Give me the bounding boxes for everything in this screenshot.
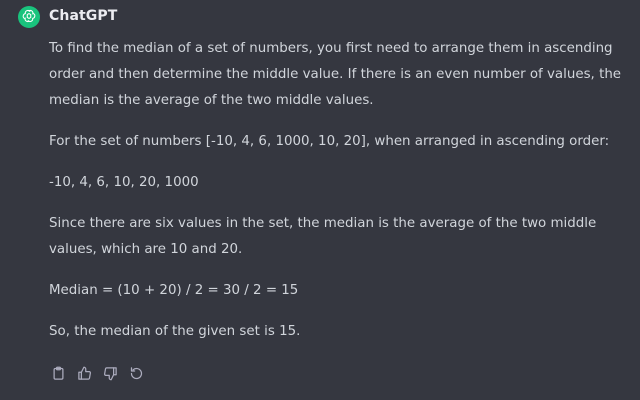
message-paragraph: Median = (10 + 20) / 2 = 30 / 2 = 15 <box>49 283 299 298</box>
copy-button[interactable] <box>49 366 67 384</box>
message-paragraph: So, the median of the given set is 15. <box>49 324 301 339</box>
regenerate-button[interactable] <box>127 366 145 384</box>
message-paragraph: For the set of numbers [-10, 4, 6, 1000, 10, 20], when arranged in ascending order: <box>49 134 610 149</box>
message-paragraph: Since there are six values in the set, the median is the average of the two middle values, which are 10 and 20. <box>49 216 597 257</box>
thumbs-down-button[interactable] <box>101 366 119 384</box>
message-actions <box>49 366 145 384</box>
thumbs-up-button[interactable] <box>75 366 93 384</box>
regenerate-icon <box>129 366 144 385</box>
message-paragraph: -10, 4, 6, 10, 20, 1000 <box>49 175 199 190</box>
assistant-avatar <box>18 6 40 28</box>
thumbs-down-icon <box>103 366 118 385</box>
message-author: ChatGPT <box>49 8 118 24</box>
clipboard-icon <box>51 366 66 385</box>
thumbs-up-icon <box>77 366 92 385</box>
openai-logo-icon <box>22 8 36 27</box>
message-content <box>49 36 634 345</box>
message-paragraph: To find the median of a set of numbers, you first need to arrange them in ascending order and then determine the middle value. If there is an even number of values, the median is the average of the two middle values. <box>49 41 622 108</box>
